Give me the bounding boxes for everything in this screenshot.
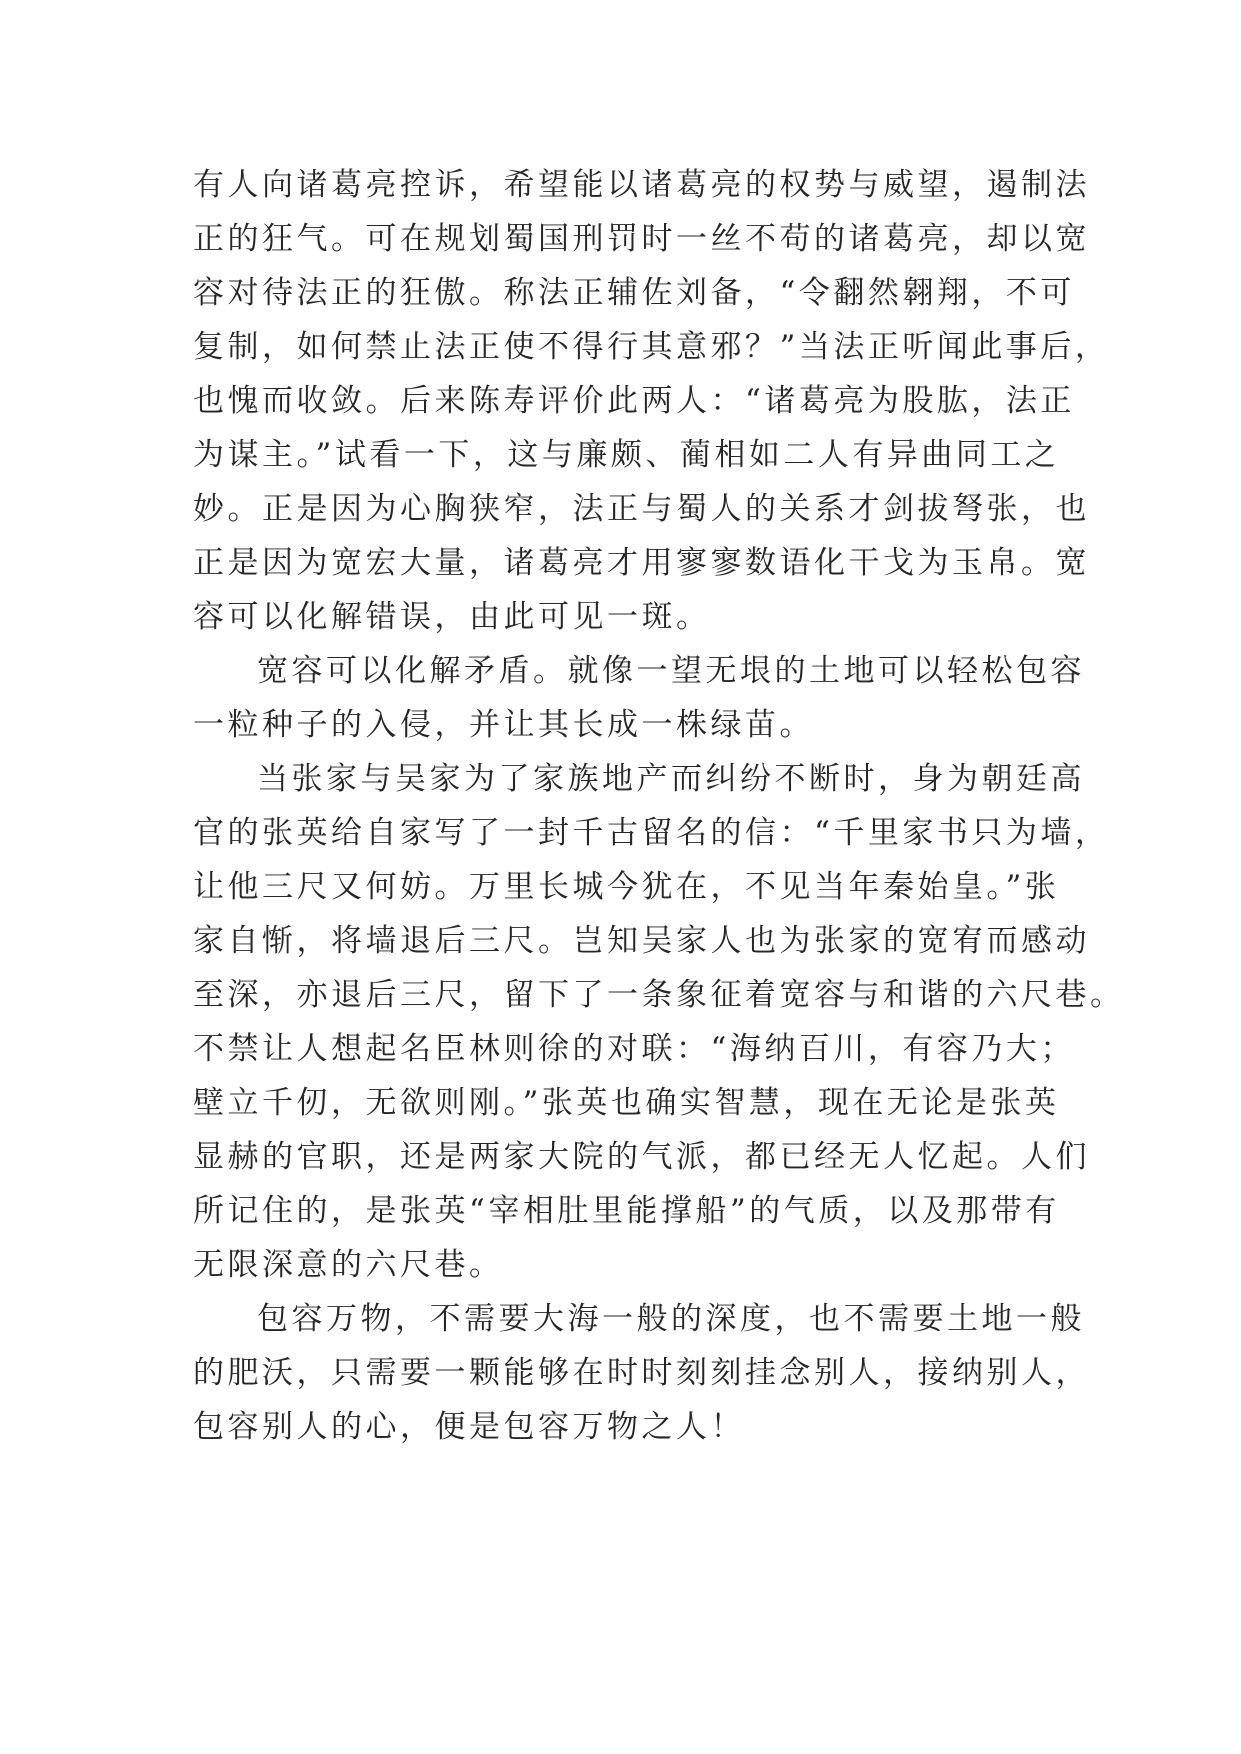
text-line: 也愧而收敛。后来陈寿评价此两人：“诸葛亮为股肱，法正 — [193, 383, 1075, 419]
text-line: 壁立千仞，无欲则刚。”张英也确实智慧，现在无论是张英 — [193, 1085, 1060, 1121]
text-line: 显赫的官职，还是两家大院的气派，都已经无人忆起。人们 — [193, 1139, 1090, 1175]
text-line: 包容万物，不需要大海一般的深度，也不需要土地一般 — [257, 1301, 1085, 1337]
text-line: 家自惭，将墙退后三尺。岂知吴家人也为张家的宽宥而感动 — [193, 923, 1090, 959]
text-line: 无限深意的六尺巷。 — [193, 1247, 504, 1283]
text-line: 妙。正是因为心胸狭窄，法正与蜀人的关系才剑拔弩张，也 — [193, 491, 1090, 527]
paragraph-zhang-ying-six-foot-lane — [193, 752, 1125, 1292]
text-line: 正的狂气。可在规划蜀国刑罚时一丝不苟的诸葛亮，却以宽 — [193, 221, 1090, 257]
text-line: 为谋主。”试看一下，这与廉颇、蔺相如二人有异曲同工之 — [193, 437, 1060, 473]
paragraph-conclusion — [193, 1292, 1090, 1454]
text-line: 有人向诸葛亮控诉，希望能以诸葛亮的权势与威望，遏制法 — [193, 167, 1090, 203]
text-line: 至深，亦退后三尺，留下了一条象征着宽容与和谐的六尺巷。 — [193, 977, 1125, 1013]
text-line: 正是因为宽宏大量，诸葛亮才用寥寥数语化干戈为玉帛。宽 — [193, 545, 1090, 581]
text-line: 包容别人的心，便是包容万物之人！ — [193, 1409, 745, 1445]
text-line: 不禁让人想起名臣林则徐的对联：“海纳百川，有容乃大； — [193, 1031, 1075, 1067]
text-line: 官的张英给自家写了一封千古留名的信：“千里家书只为墙， — [193, 815, 1110, 851]
text-line: 的肥沃，只需要一颗能够在时时刻刻挂念别人，接纳别人， — [193, 1355, 1090, 1391]
text-line: 容对待法正的狂傲。称法正辅佐刘备，“令翻然翱翔，不可 — [193, 275, 1075, 311]
text-line: 让他三尺又何妨。万里长城今犹在，不见当年秦始皇。”张 — [193, 869, 1060, 905]
text-line: 当张家与吴家为了家族地产而纠纷不断时，身为朝廷高 — [257, 761, 1085, 797]
text-line: 一粒种子的入侵，并让其长成一株绿苗。 — [193, 707, 814, 743]
paragraph-zhuge-liang-fa-zheng — [193, 158, 1110, 644]
paragraph-tolerance-resolves-conflict — [193, 644, 1085, 752]
text-line: 复制，如何禁止法正使不得行其意邪？”当法正听闻此事后， — [193, 329, 1110, 365]
essay-body — [193, 158, 1125, 1454]
text-line: 容可以化解错误，由此可见一斑。 — [193, 599, 711, 635]
text-line: 宽容可以化解矛盾。就像一望无垠的土地可以轻松包容 — [257, 653, 1085, 689]
text-line: 所记住的，是张英“宰相肚里能撑船”的气质，以及那带有 — [193, 1193, 1060, 1229]
